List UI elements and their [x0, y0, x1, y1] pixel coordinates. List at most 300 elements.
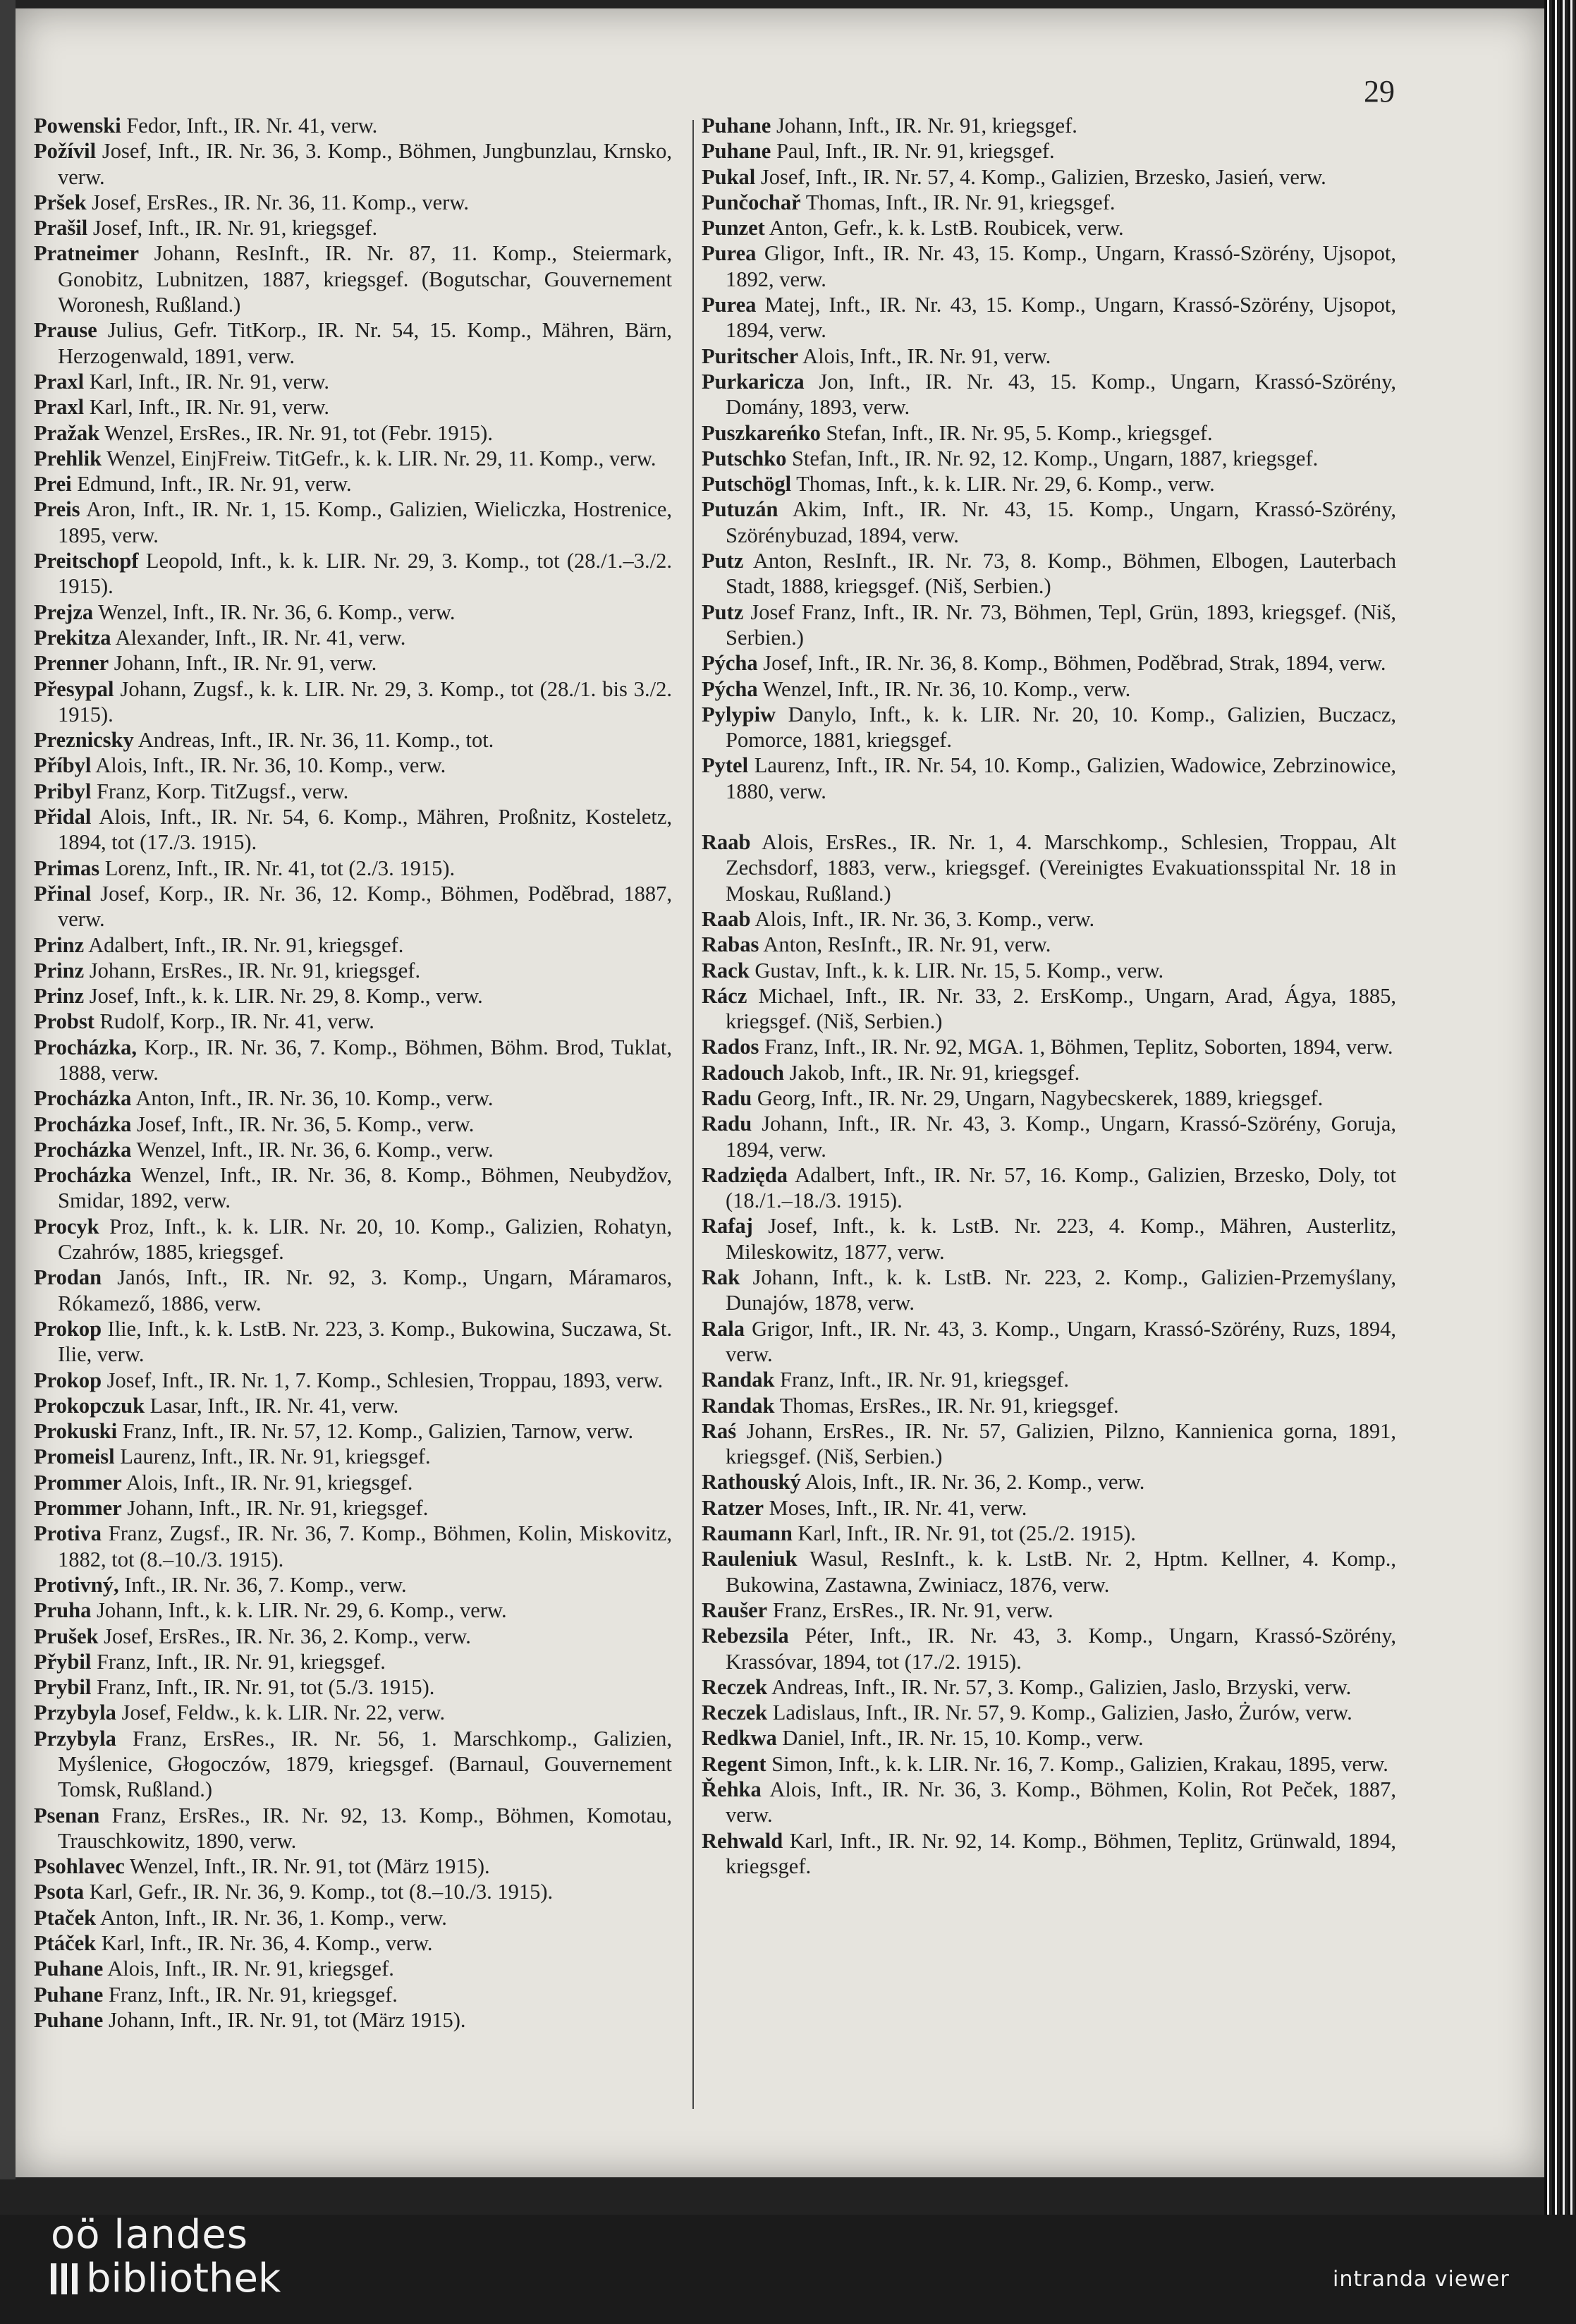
- register-entry: [34, 1879, 672, 1904]
- register-entry: [34, 1624, 672, 1649]
- entry-surname: Prušek: [34, 1624, 99, 1648]
- entry-details: Karl, Inft., IR. Nr. 91, verw.: [84, 395, 330, 420]
- entry-details: Josef, Inft., IR. Nr. 36, 8. Komp., Böhmen, Poděbrad, Strak, 1894, verw.: [757, 651, 1386, 676]
- entry-details: Edmund, Inft., IR. Nr. 91, verw.: [71, 472, 352, 497]
- entry-surname: Praxl: [34, 395, 85, 420]
- entry-surname: Puhane: [34, 1957, 104, 1981]
- register-entry: [702, 1393, 1396, 1418]
- entry-details: Wenzel, Inft., IR. Nr. 91, tot (März 1915).: [124, 1854, 490, 1879]
- register-entry: [34, 1521, 672, 1572]
- book-edge: [1544, 0, 1576, 2215]
- entry-surname: Radu: [702, 1085, 752, 1110]
- entry-details: Karl, Inft., IR. Nr. 91, tot (25./2. 1915).: [792, 1521, 1136, 1546]
- register-entry: [34, 548, 672, 600]
- register-entry: [702, 420, 1396, 446]
- entry-details: Laurenz, Inft., IR. Nr. 54, 10. Komp., Galizien, Wadowice, Zebrzinowice, 1880, verw.: [726, 753, 1396, 803]
- right-column-p-entries: [702, 113, 1396, 804]
- entry-surname: Putschko: [702, 446, 787, 470]
- entry-details: Franz, Inft., IR. Nr. 91, kriegsgef.: [774, 1368, 1070, 1392]
- entry-surname: Redkwa: [702, 1726, 777, 1751]
- register-entry: [34, 1393, 672, 1418]
- entry-surname: Rafaj: [702, 1214, 753, 1239]
- entry-details: Anton, ResInft., IR. Nr. 91, verw.: [759, 932, 1051, 957]
- left-column: [34, 113, 672, 2033]
- entry-details: Josef, Korp., IR. Nr. 36, 12. Komp., Böhmen, Poděbrad, 1887, verw.: [58, 881, 672, 932]
- entry-surname: Punčochař: [702, 190, 801, 214]
- register-entry: [702, 983, 1396, 1035]
- entry-surname: Powenski: [34, 114, 121, 138]
- entry-surname: Puhane: [34, 2007, 104, 2032]
- entry-details: Karl, Inft., IR. Nr. 91, verw.: [84, 369, 330, 394]
- entry-details: Matej, Inft., IR. Nr. 43, 15. Komp., Ungarn, Krassó-Szörény, Ujsopot, 1894, verw.: [726, 293, 1396, 343]
- entry-details: Jon, Inft., IR. Nr. 43, 15. Komp., Ungarn, Krassó-Szörény, Domány, 1893, verw.: [726, 369, 1396, 420]
- register-entry: [34, 1009, 672, 1034]
- entry-surname: Ptaček: [34, 1905, 97, 1930]
- entry-details: Franz, Inft., IR. Nr. 91, kriegsgef.: [91, 1649, 386, 1674]
- entry-details: Johann, Zugsf., k. k. LIR. Nr. 29, 3. Komp., tot (28./1. bis 3./2. 1915).: [58, 676, 672, 726]
- register-entry: [702, 1828, 1396, 1880]
- entry-surname: Pršek: [34, 190, 87, 214]
- entry-details: Johann, ResInft., IR. Nr. 87, 11. Komp., Steiermark, Gonobitz, Lubnitzen, 1887, kriegsgef. (Bogutschar, Gouvernement Woronesh, Rußland.): [58, 241, 672, 317]
- entry-surname: Prenner: [34, 651, 109, 676]
- entry-surname: Randak: [702, 1393, 775, 1418]
- entry-details: Franz, ErsRes., IR. Nr. 56, 1. Marschkomp., Galizien, Myślenice, Głogoczów, 1879, kriegsgef. (Barnaul, Gouvernement Tomsk, Rußland.): [58, 1726, 672, 1802]
- entry-surname: Puhane: [702, 139, 771, 164]
- entry-surname: Pýcha: [702, 651, 758, 676]
- entry-details: Franz, ErsRes., IR. Nr. 92, 13. Komp., Böhmen, Komotau, Trauschkowitz, 1890, verw.: [58, 1803, 672, 1853]
- entry-surname: Puhane: [34, 1982, 104, 2007]
- entry-surname: Procházka: [34, 1137, 132, 1162]
- register-entry: [34, 804, 672, 856]
- register-entry: [34, 753, 672, 778]
- entry-surname: Přidal: [34, 805, 92, 829]
- entry-surname: Pribyl: [34, 779, 92, 803]
- entry-surname: Pratneimer: [34, 241, 140, 266]
- library-logo[interactable]: [51, 2213, 281, 2301]
- entry-details: Josef, Inft., k. k. LstB. Nr. 223, 4. Komp., Mähren, Austerlitz, Mileskowitz, 1877, verw.: [726, 1214, 1396, 1264]
- entry-details: Proz, Inft., k. k. LIR. Nr. 20, 10. Komp., Galizien, Rohatyn, Czahrów, 1885, kriegsgef.: [58, 1214, 672, 1265]
- entry-surname: Rathouský: [702, 1470, 801, 1495]
- entry-surname: Pukal: [702, 164, 756, 189]
- register-entry: [702, 190, 1396, 215]
- entry-surname: Prinz: [34, 984, 85, 1009]
- register-entry: [702, 1213, 1396, 1265]
- entry-details: Johann, Inft., IR. Nr. 91, kriegsgef.: [771, 114, 1077, 138]
- entry-surname: Pražak: [34, 420, 100, 445]
- entry-surname: Prejza: [34, 600, 94, 624]
- register-entry: [34, 1495, 672, 1521]
- logo-line-2: bibliothek: [86, 2256, 281, 2301]
- entry-surname: Putz: [702, 549, 744, 573]
- entry-details: Lasar, Inft., IR. Nr. 41, verw.: [145, 1393, 399, 1418]
- entry-surname: Pylypiw: [702, 702, 776, 726]
- register-entry: [702, 1751, 1396, 1777]
- entry-details: Wenzel, Inft., IR. Nr. 36, 6. Komp., verw.: [93, 600, 456, 624]
- register-entry: [34, 1265, 672, 1316]
- entry-details: Wenzel, EinjFreiw. TitGefr., k. k. LIR. Nr. 29, 11. Komp., verw.: [102, 446, 656, 470]
- entry-details: Adalbert, Inft., IR. Nr. 91, kriegsgef.: [84, 932, 404, 957]
- register-entry: [702, 1418, 1396, 1470]
- section-gap: [702, 804, 1396, 829]
- entry-details: Josef, ErsRes., IR. Nr. 36, 2. Komp., verw.: [98, 1624, 471, 1648]
- register-entry: [34, 241, 672, 317]
- entry-details: Wasul, ResInft., k. k. LstB. Nr. 2, Hptm. Kellner, 4. Komp., Bukowina, Zastawna, Zwiniacz, 1876, verw.: [726, 1547, 1396, 1597]
- entry-details: Alois, Inft., IR. Nr. 91, kriegsgef.: [121, 1470, 413, 1495]
- register-entry: [702, 1777, 1396, 1828]
- register-entry: [34, 1982, 672, 2007]
- entry-details: Aron, Inft., IR. Nr. 1, 15. Komp., Galizien, Wieliczka, Hostrenice, 1895, verw.: [58, 497, 672, 547]
- entry-details: Johann, Inft., IR. Nr. 91, tot (März 1915).: [103, 2007, 466, 2032]
- entry-details: Stefan, Inft., IR. Nr. 92, 12. Komp., Ungarn, 1887, kriegsgef.: [786, 446, 1319, 470]
- register-entry: [702, 1700, 1396, 1725]
- entry-details: Franz, Inft., IR. Nr. 91, kriegsgef.: [103, 1982, 398, 2007]
- entry-surname: Prodan: [34, 1265, 102, 1290]
- entry-details: Alois, ErsRes., IR. Nr. 1, 4. Marschkomp., Schlesien, Troppau, Alt Zechsdorf, 1883, verw., kriegsgef. (Vereinigtes Evakuationsspital Nr. 18 in Moskau, Rußland.): [726, 830, 1396, 906]
- entry-surname: Puritscher: [702, 343, 799, 368]
- register-entry: [702, 1085, 1396, 1111]
- entry-surname: Rabas: [702, 932, 759, 957]
- entry-details: Inft., IR. Nr. 36, 7. Komp., verw.: [118, 1572, 407, 1597]
- entry-details: Grigor, Inft., IR. Nr. 43, 3. Komp., Ungarn, Krassó-Szörény, Ruzs, 1894, verw.: [726, 1316, 1396, 1366]
- entry-details: Josef, Inft., k. k. LIR. Nr. 29, 8. Komp., verw.: [84, 984, 483, 1009]
- register-entry: [702, 1674, 1396, 1700]
- register-entry: [702, 471, 1396, 497]
- entry-details: Ilie, Inft., k. k. LstB. Nr. 223, 3. Komp., Bukowina, Suczawa, St. Ilie, verw.: [58, 1316, 672, 1367]
- register-entry: [702, 958, 1396, 983]
- register-entry: [702, 1623, 1396, 1674]
- entry-surname: Radouch: [702, 1060, 784, 1085]
- entry-surname: Prommer: [34, 1470, 122, 1495]
- entry-details: Franz, Zugsf., IR. Nr. 36, 7. Komp., Böhmen, Kolin, Miskovitz, 1882, tot (8.–10./3. 1915).: [58, 1521, 672, 1571]
- register-entry: [702, 906, 1396, 932]
- register-entry: [34, 215, 672, 241]
- register-entry: [34, 190, 672, 215]
- entry-surname: Ratzer: [702, 1495, 764, 1520]
- entry-surname: Prokopczuk: [34, 1393, 145, 1418]
- register-entry: [34, 446, 672, 471]
- entry-details: Karl, Inft., IR. Nr. 92, 14. Komp., Böhmen, Teplitz, Grünwald, 1894, kriegsgef.: [726, 1828, 1396, 1878]
- entry-surname: Prause: [34, 318, 97, 343]
- entry-details: Wenzel, Inft., IR. Nr. 36, 10. Komp., verw.: [757, 676, 1131, 701]
- register-entry: [34, 1444, 672, 1469]
- register-entry: [702, 343, 1396, 369]
- register-entry: [34, 1803, 672, 1854]
- column-divider: [692, 120, 694, 2109]
- entry-details: Rudolf, Korp., IR. Nr. 41, verw.: [94, 1009, 374, 1034]
- entry-surname: Przybyla: [34, 1701, 116, 1725]
- entry-surname: Raś: [702, 1418, 737, 1443]
- entry-surname: Procházka: [34, 1163, 132, 1188]
- entry-surname: Prybil: [34, 1675, 92, 1700]
- entry-details: Alois, Inft., IR. Nr. 36, 10. Komp., verw.: [91, 753, 446, 778]
- register-entry: [34, 1085, 672, 1111]
- entry-surname: Rácz: [702, 983, 747, 1008]
- entry-details: Anton, Gefr., k. k. LstB. Roubicek, verw.: [764, 216, 1124, 241]
- entry-details: Simon, Inft., k. k. LIR. Nr. 16, 7. Komp., Galizien, Krakau, 1895, verw.: [766, 1751, 1388, 1776]
- register-entry: [34, 1649, 672, 1674]
- entry-surname: Psota: [34, 1880, 85, 1904]
- entry-surname: Ptáček: [34, 1931, 97, 1956]
- entry-surname: Prokuski: [34, 1419, 118, 1444]
- entry-details: Josef, ErsRes., IR. Nr. 36, 11. Komp., verw.: [86, 190, 469, 214]
- entry-details: Johann, Inft., k. k. LIR. Nr. 29, 6. Komp., verw.: [91, 1598, 507, 1623]
- entry-surname: Psenan: [34, 1803, 100, 1827]
- entry-surname: Přinal: [34, 881, 92, 906]
- entry-surname: Pruha: [34, 1598, 92, 1623]
- register-entry: [34, 1162, 672, 1214]
- entry-surname: Raab: [702, 830, 751, 855]
- entry-surname: Pýcha: [702, 676, 758, 701]
- adjacent-page-strip: [0, 0, 16, 2179]
- register-entry: [702, 1546, 1396, 1598]
- register-entry: [34, 1956, 672, 1981]
- register-entry: [702, 932, 1396, 957]
- entry-surname: Procyk: [34, 1214, 99, 1239]
- entry-surname: Příbyl: [34, 753, 92, 778]
- entry-surname: Procházka: [34, 1112, 132, 1136]
- entry-details: Gustav, Inft., k. k. LIR. Nr. 15, 5. Komp., verw.: [749, 958, 1164, 982]
- entry-surname: Psohlavec: [34, 1854, 125, 1879]
- entry-details: Franz, Inft., IR. Nr. 91, tot (5./3. 1915).: [91, 1675, 435, 1700]
- register-entry: [34, 317, 672, 369]
- register-entry: [702, 292, 1396, 343]
- entry-surname: Punzet: [702, 216, 765, 241]
- entry-surname: Protivný,: [34, 1572, 119, 1597]
- entry-surname: Rak: [702, 1265, 740, 1290]
- register-entry: [34, 369, 672, 394]
- register-entry: [34, 1854, 672, 1879]
- entry-surname: Putschögl: [702, 472, 792, 497]
- entry-details: Johann, Inft., IR. Nr. 91, kriegsgef.: [121, 1496, 429, 1521]
- entry-details: Gligor, Inft., IR. Nr. 43, 15. Komp., Ungarn, Krassó-Szörény, Ujsopot, 1892, verw.: [726, 241, 1396, 291]
- entry-surname: Preitschopf: [34, 549, 139, 573]
- entry-surname: Přybil: [34, 1649, 92, 1674]
- entry-surname: Pytel: [702, 753, 749, 778]
- entry-details: Andreas, Inft., IR. Nr. 57, 3. Komp., Galizien, Jaslo, Brzyski, verw.: [767, 1674, 1352, 1699]
- entry-details: Thomas, Inft., IR. Nr. 91, kriegsgef.: [800, 190, 1116, 214]
- entry-details: Karl, Gefr., IR. Nr. 36, 9. Komp., tot (8.–10./3. 1915).: [84, 1880, 554, 1904]
- register-entry: [702, 1469, 1396, 1495]
- entry-details: Franz, Inft., IR. Nr. 57, 12. Komp., Galizien, Tarnow, verw.: [117, 1419, 634, 1444]
- register-entry: [34, 1598, 672, 1623]
- entry-details: Franz, Korp. TitZugsf., verw.: [91, 779, 349, 803]
- register-entry: [34, 1418, 672, 1444]
- register-entry: [34, 471, 672, 497]
- entry-surname: Řehka: [702, 1777, 762, 1801]
- register-entry: [702, 753, 1396, 804]
- entry-details: Akim, Inft., IR. Nr. 43, 15. Komp., Ungarn, Krassó-Szörény, Szörénybuzad, 1894, verw.: [726, 497, 1396, 547]
- register-entry: [34, 600, 672, 625]
- entry-details: Josef Franz, Inft., IR. Nr. 73, Böhmen, Tepl, Grün, 1893, kriegsgef. (Niš, Serbien.): [726, 600, 1396, 650]
- entry-surname: Radzięda: [702, 1162, 788, 1187]
- entry-details: Josef, Inft., IR. Nr. 91, kriegsgef.: [87, 216, 378, 241]
- register-entry: [34, 138, 672, 190]
- entry-details: Wenzel, ErsRes., IR. Nr. 91, tot (Febr. 1915).: [99, 420, 493, 445]
- entry-surname: Prokop: [34, 1316, 102, 1341]
- register-entry: [34, 625, 672, 650]
- entry-details: Leopold, Inft., k. k. LIR. Nr. 29, 3. Komp., tot (28./1.–3./2. 1915).: [58, 549, 672, 599]
- right-column: [702, 113, 1396, 1879]
- register-entry: [702, 113, 1396, 138]
- register-entry: [34, 1214, 672, 1265]
- entry-details: Janós, Inft., IR. Nr. 92, 3. Komp., Ungarn, Máramaros, Rókamező, 1886, verw.: [58, 1265, 672, 1315]
- register-entry: [702, 676, 1396, 702]
- entry-details: Daniel, Inft., IR. Nr. 15, 10. Komp., verw.: [776, 1726, 1144, 1751]
- entry-details: Anton, Inft., IR. Nr. 36, 10. Komp., verw.: [131, 1086, 494, 1111]
- entry-details: Lorenz, Inft., IR. Nr. 41, tot (2./3. 1915).: [99, 856, 456, 880]
- register-entry: [702, 1521, 1396, 1546]
- entry-details: Ladislaus, Inft., IR. Nr. 57, 9. Komp., Galizien, Jasło, Żurów, verw.: [767, 1701, 1352, 1725]
- entry-surname: Primas: [34, 856, 100, 880]
- entry-surname: Promeisl: [34, 1444, 115, 1469]
- entry-surname: Prinz: [34, 932, 85, 957]
- register-entry: [702, 1495, 1396, 1521]
- entry-details: Josef, Inft., IR. Nr. 57, 4. Komp., Galizien, Brzesko, Jasień, verw.: [755, 164, 1326, 189]
- register-entry: [702, 1316, 1396, 1368]
- register-entry: [702, 1111, 1396, 1162]
- register-entry: [34, 727, 672, 753]
- register-entry: [702, 1265, 1396, 1316]
- entry-surname: Przybyla: [34, 1726, 116, 1751]
- register-entry: [702, 215, 1396, 241]
- register-entry: [34, 1930, 672, 1956]
- entry-surname: Rack: [702, 958, 750, 982]
- entry-surname: Prommer: [34, 1496, 122, 1521]
- register-entry: [702, 600, 1396, 651]
- entry-details: Andreas, Inft., IR. Nr. 36, 11. Komp., tot.: [133, 728, 494, 753]
- entry-details: Moses, Inft., IR. Nr. 41, verw.: [764, 1495, 1027, 1520]
- register-entry: [702, 369, 1396, 420]
- entry-details: Josef, Inft., IR. Nr. 36, 5. Komp., verw.: [131, 1112, 475, 1136]
- entry-surname: Putuzán: [702, 497, 778, 522]
- entry-details: Alois, Inft., IR. Nr. 36, 3. Komp., Böhmen, Kolin, Rot Peček, 1887, verw.: [726, 1777, 1396, 1827]
- entry-surname: Reczek: [702, 1674, 768, 1699]
- entry-details: Danylo, Inft., k. k. LIR. Nr. 20, 10. Komp., Galizien, Buczacz, Pomorce, 1881, kriegsgef.: [726, 702, 1396, 753]
- entry-surname: Raumann: [702, 1521, 793, 1546]
- entry-details: Anton, Inft., IR. Nr. 36, 1. Komp., verw.: [96, 1905, 447, 1930]
- right-column-r-entries: [702, 829, 1396, 1879]
- register-entry: [702, 1367, 1396, 1392]
- entry-surname: Reczek: [702, 1701, 768, 1725]
- entry-surname: Prehlik: [34, 446, 102, 470]
- register-entry: [702, 702, 1396, 753]
- entry-details: Anton, ResInft., IR. Nr. 73, 8. Komp., Böhmen, Elbogen, Lauterbach Stadt, 1888, kriegsgef. (Niš, Serbien.): [726, 549, 1396, 599]
- entry-surname: Rados: [702, 1035, 759, 1059]
- entry-details: Johann, ErsRes., IR. Nr. 91, kriegsgef.: [84, 958, 421, 982]
- register-entry: [34, 1572, 672, 1598]
- entry-surname: Rala: [702, 1316, 745, 1341]
- register-entry: [702, 829, 1396, 906]
- register-entry: [34, 1112, 672, 1137]
- entry-surname: Putz: [702, 600, 744, 624]
- register-entry: [702, 497, 1396, 548]
- entry-surname: Probst: [34, 1009, 94, 1034]
- entry-surname: Radu: [702, 1112, 752, 1136]
- entry-surname: Prekitza: [34, 625, 111, 650]
- register-entry: [34, 958, 672, 983]
- page-number: 29: [1364, 74, 1395, 109]
- entry-surname: Prinz: [34, 958, 85, 982]
- register-entry: [34, 113, 672, 138]
- entry-details: Wenzel, Inft., IR. Nr. 36, 8. Komp., Böhmen, Neubydžov, Smidar, 1892, verw.: [58, 1163, 672, 1213]
- entry-surname: Procházka: [34, 1086, 132, 1111]
- entry-surname: Rebezsila: [702, 1624, 789, 1648]
- entry-details: Josef, Inft., IR. Nr. 1, 7. Komp., Schlesien, Troppau, 1893, verw.: [102, 1368, 664, 1392]
- entry-details: Laurenz, Inft., IR. Nr. 91, kriegsgef.: [114, 1444, 431, 1469]
- entry-surname: Preznicsky: [34, 728, 134, 753]
- logo-line-2-row: [51, 2257, 281, 2301]
- entry-surname: Raab: [702, 906, 751, 931]
- entry-details: Josef, Feldw., k. k. LIR. Nr. 22, verw.: [116, 1701, 446, 1725]
- entry-details: Alois, Inft., IR. Nr. 91, kriegsgef.: [103, 1957, 394, 1981]
- register-entry: [34, 1035, 672, 1086]
- entry-details: Karl, Inft., IR. Nr. 36, 4. Komp., verw.: [96, 1931, 433, 1956]
- entry-details: Wenzel, Inft., IR. Nr. 36, 6. Komp., verw.: [131, 1137, 494, 1162]
- entry-details: Julius, Gefr. TitKorp., IR. Nr. 54, 15. Komp., Mähren, Bärn, Herzogenwald, 1891, verw.: [58, 318, 672, 368]
- entry-surname: Purea: [702, 241, 757, 266]
- entry-surname: Prokop: [34, 1368, 102, 1392]
- entry-surname: Rauleniuk: [702, 1547, 798, 1571]
- entry-surname: Raušer: [702, 1598, 768, 1622]
- register-entry: [34, 856, 672, 881]
- entry-details: Josef, Inft., IR. Nr. 36, 3. Komp., Böhmen, Jungbunzlau, Krnsko, verw.: [58, 139, 672, 189]
- register-entry: [34, 881, 672, 932]
- viewer-brand-label[interactable]: intranda viewer: [1333, 2267, 1510, 2292]
- entry-details: Jakob, Inft., IR. Nr. 91, kriegsgef.: [783, 1060, 1080, 1085]
- entry-surname: Přesypal: [34, 676, 114, 701]
- entry-details: Thomas, ErsRes., IR. Nr. 91, kriegsgef.: [774, 1393, 1119, 1418]
- entry-details: Franz, ErsRes., IR. Nr. 91, verw.: [767, 1598, 1053, 1622]
- register-entry: [34, 983, 672, 1009]
- register-entry: [34, 2007, 672, 2033]
- register-entry: [34, 420, 672, 446]
- entry-details: Franz, Inft., IR. Nr. 92, MGA. 1, Böhmen, Teplitz, Soborten, 1894, verw.: [759, 1035, 1393, 1059]
- register-entry: [702, 446, 1396, 471]
- entry-details: Johann, ErsRes., IR. Nr. 57, Galizien, Pilzno, Kannienica gorna, 1891, kriegsgef. (Niš, Serbien.): [726, 1418, 1396, 1469]
- logo-line-1: oö landes: [51, 2212, 248, 2258]
- register-entry: [702, 1162, 1396, 1214]
- register-entry: [702, 1060, 1396, 1085]
- entry-surname: Purea: [702, 293, 757, 317]
- register-entry: [34, 1470, 672, 1495]
- entry-details: Fedor, Inft., IR. Nr. 41, verw.: [121, 114, 378, 138]
- entry-details: Georg, Inft., IR. Nr. 29, Ungarn, Nagybecskerek, 1889, kriegsgef.: [752, 1085, 1324, 1110]
- entry-surname: Prašil: [34, 216, 88, 241]
- entry-surname: Purkaricza: [702, 369, 805, 394]
- entry-details: Paul, Inft., IR. Nr. 91, kriegsgef.: [771, 139, 1055, 164]
- register-entry: [702, 138, 1396, 164]
- register-entry: [702, 1725, 1396, 1751]
- register-entry: [34, 676, 672, 728]
- register-entry: [34, 1316, 672, 1368]
- entry-details: Johann, Inft., IR. Nr. 43, 3. Komp., Ungarn, Krassó-Szörény, Goruja, 1894, verw.: [726, 1112, 1396, 1162]
- register-entry: [34, 1137, 672, 1162]
- entry-details: Alois, Inft., IR. Nr. 54, 6. Komp., Mähren, Proßnitz, Kosteletz, 1894, tot (17./3. 1915).: [58, 805, 672, 855]
- register-entry: [702, 548, 1396, 600]
- register-entry: [34, 650, 672, 676]
- entry-surname: Regent: [702, 1751, 766, 1776]
- entry-details: Stefan, Inft., IR. Nr. 95, 5. Komp., kriegsgef.: [820, 420, 1213, 445]
- entry-surname: Randak: [702, 1368, 775, 1392]
- register-entry: [34, 1368, 672, 1393]
- entry-surname: Puszkareńko: [702, 420, 821, 445]
- register-entry: [34, 1700, 672, 1725]
- entry-details: Thomas, Inft., k. k. LIR. Nr. 29, 6. Komp., verw.: [791, 472, 1215, 497]
- entry-surname: Prei: [34, 472, 72, 497]
- entry-details: Michael, Inft., IR. Nr. 33, 2. ErsKomp., Ungarn, Arad, Ágya, 1885, kriegsgef. (Niš, Serbien.): [726, 983, 1396, 1034]
- entry-details: Péter, Inft., IR. Nr. 43, 3. Komp., Ungarn, Krassó-Szörény, Krassóvar, 1894, tot (17./2. 1915).: [726, 1624, 1396, 1674]
- register-entry: [34, 932, 672, 958]
